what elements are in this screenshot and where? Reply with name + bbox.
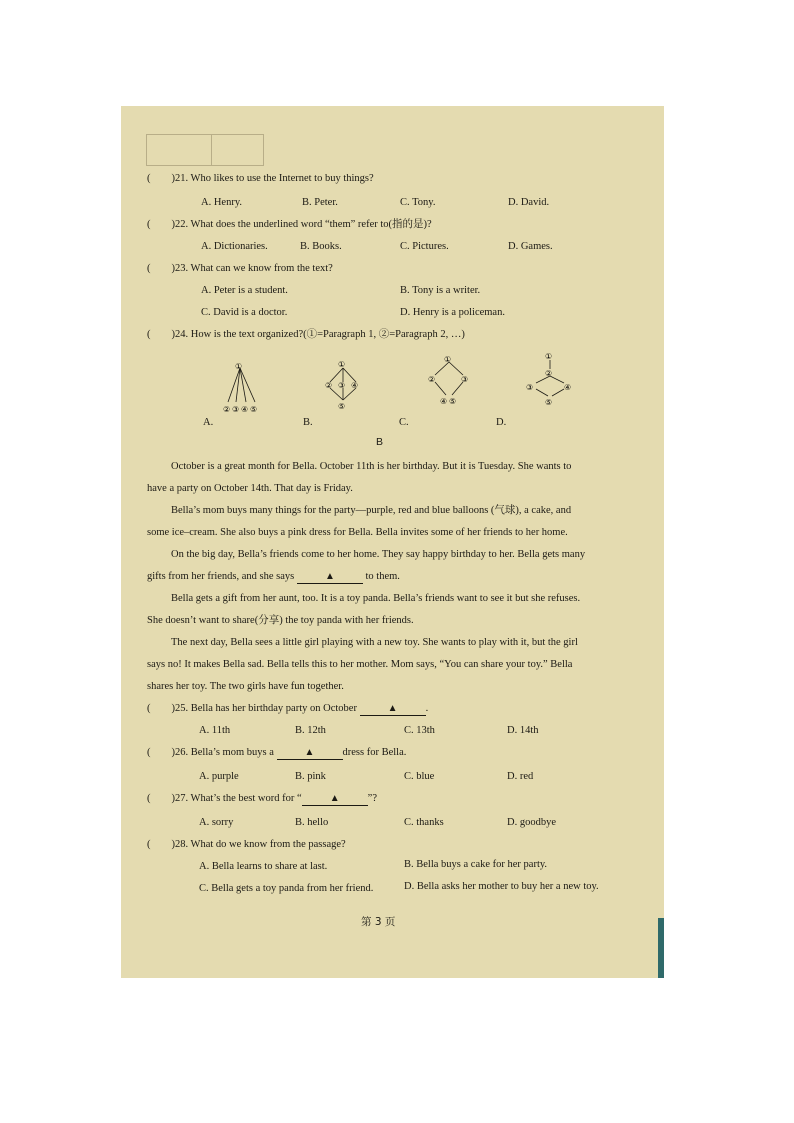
q28-option-b: B. Bella buys a cake for her party. [404,859,548,870]
q27-option-c: C. thanks [404,817,444,828]
q22-option-c: C. Pictures. [400,241,449,252]
passage-line: October is a great month for Bella. October 11th is her birthday. But it is Tuesday. She wants to [171,461,572,472]
node-4: ④ [564,383,572,392]
q27-option-d: D. goodbye [507,817,556,828]
question-23-stem: ( )23. What can we know from the text? [147,263,333,274]
q26-option-c: C. blue [404,771,435,782]
passage-line: some ice–cream. She also buys a pink dress for Bella. Bella invites some of her friends to her home. [147,527,568,538]
structure-diagram-d [521,349,581,411]
question-27-stem: ( )27. What’s the best word for “ ▲ ”? [147,793,377,804]
q25-option-c: C. 13th [404,725,435,736]
q27-option-b: B. hello [295,817,329,828]
node-1: ① [444,355,452,364]
q25-option-a: A. 11th [199,725,231,736]
q21-option-a: A. Henry. [201,197,243,208]
passage-line: On the big day, Bella’s friends come to her home. They say happy birthday to her. Bella gets many [171,549,586,560]
q23-option-c: C. David is a doctor. [201,307,288,318]
passage-line-with-blank [147,570,400,584]
node-1: ① [338,360,346,369]
q21-option-c: C. Tony. [400,197,436,208]
passage-line: The next day, Bella sees a little girl playing with a new toy. She wants to play with it, but the girl [171,637,578,648]
q24-option-d: D. [496,417,507,428]
q21-option-b: B. Peter. [302,197,338,208]
node-3: ③ [526,383,534,392]
node-5: ⑤ [545,398,553,407]
exam-page [121,106,664,978]
node-4: ④ [351,381,359,390]
answer-blank [297,570,363,584]
page-number: 第 3 页 [361,916,396,928]
q25-option-b: B. 12th [295,725,326,736]
q27-option-a: A. sorry [199,817,234,828]
passage-text: gifts from her friends, and she says [147,571,295,582]
q21-option-d: D. David. [508,197,550,208]
score-box [146,134,264,166]
passage-text: to them. [365,571,400,582]
question-26-stem: ( )26. Bella’s mom buys a ▲ dress for Bella. [147,747,407,758]
answer-blank: ▲ [277,746,343,760]
q26-option-a: A. purple [199,771,239,782]
blank-marker: ▲ [324,571,335,582]
node-2: ② [428,375,436,384]
q24-option-b: B. [303,417,313,428]
answer-blank: ▲ [360,702,426,716]
q26-option-b: B. pink [295,771,326,782]
q26-option-d: D. red [507,771,534,782]
q28-option-a: A. Bella learns to share at last. [199,861,328,872]
question-28-stem: ( )28. What do we know from the passage? [147,839,346,850]
node-5: ⑤ [338,402,346,411]
question-22-stem: ( )22. What does the underlined word “them” refer to(指的是)? [147,219,432,230]
node-3: ③ [338,381,346,390]
node-1: ① [235,362,243,371]
structure-diagram-b [319,356,369,416]
passage-line: have a party on October 14th. That day is Friday. [147,483,353,494]
q28-option-c: C. Bella gets a toy panda from her friend. [199,883,374,894]
q23-option-a: A. Peter is a student. [201,285,288,296]
node-1: ① [545,352,553,361]
q23-option-d: D. Henry is a policeman. [400,307,505,318]
node-5: ⑤ [250,405,258,414]
q24-option-c: C. [399,417,409,428]
passage-line: Bella’s mom buys many things for the party—purple, red and blue balloons (气球), a cake, and [171,505,572,516]
passage-line: Bella gets a gift from her aunt, too. It is a toy panda. Bella’s friends want to see it but she refuses. [171,593,581,604]
structure-diagram-c [424,353,474,413]
node-3: ③ [461,375,469,384]
passage-line: She doesn’t want to share(分享) the toy panda with her friends. [147,615,414,626]
node-2: ② [545,369,553,378]
q24-option-a: A. [203,417,214,428]
node-3: ③ [232,405,240,414]
q23-option-b: B. Tony is a writer. [400,285,481,296]
q28-option-d: D. Bella asks her mother to buy her a new toy. [404,881,599,892]
node-4: ④ [440,397,448,406]
question-24-stem: ( )24. How is the text organized?(①=Paragraph 1, ②=Paragraph 2, …) [147,329,465,340]
node-4: ④ [241,405,249,414]
question-21-stem: ( )21. Who likes to use the Internet to buy things? [147,173,374,184]
q22-option-a: A. Dictionaries. [201,241,268,252]
passage-line: says no! It makes Bella sad. Bella tells this to her mother. Mom says, “You can share your toy.” Bella [147,659,573,670]
answer-blank: ▲ [302,792,368,806]
q22-option-b: B. Books. [300,241,342,252]
question-25-stem: ( )25. Bella has her birthday party on October ▲ . [147,703,429,714]
section-b-heading: B [376,436,384,448]
passage-line: shares her toy. The two girls have fun together. [147,681,344,692]
node-2: ② [223,405,231,414]
q22-option-d: D. Games. [508,241,553,252]
structure-diagram-a [219,356,269,416]
q25-option-d: D. 14th [507,725,539,736]
node-5: ⑤ [449,397,457,406]
node-2: ② [325,381,333,390]
